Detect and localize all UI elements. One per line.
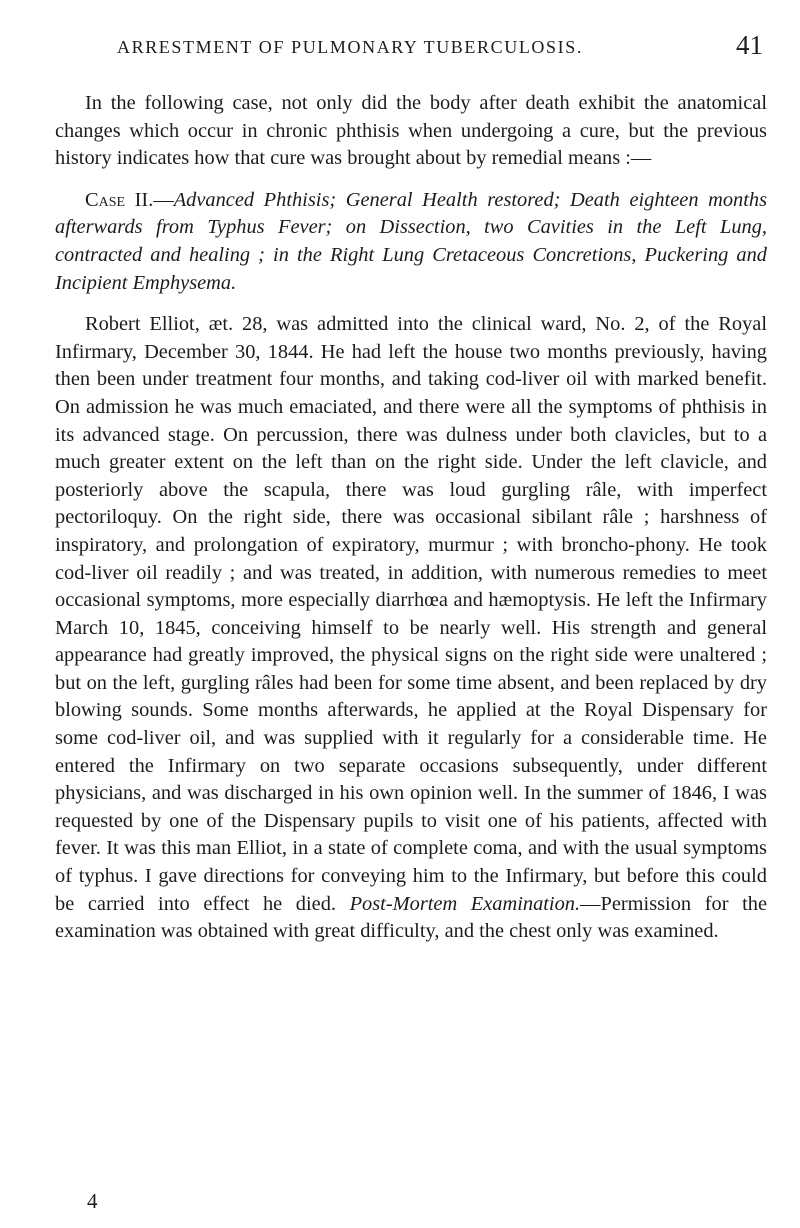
intro-paragraph bbox=[55, 90, 767, 173]
body-text bbox=[55, 90, 767, 946]
post-mortem-text: Permission for the examination was obtained with great difficulty, and the chest only was examined. bbox=[55, 892, 767, 943]
case-narrative bbox=[55, 311, 767, 946]
post-mortem-dash: — bbox=[580, 892, 601, 915]
running-head bbox=[55, 30, 767, 64]
running-title: ARRESTMENT OF PULMONARY TUBERCULOSIS. bbox=[117, 37, 583, 57]
case-label: Case II. bbox=[85, 188, 154, 211]
narrative-text: Robert Elliot, æt. 28, was admitted into the clinical ward, No. 2, of the Royal Infirmary, December 30, 1844. He had left the house two months previously, having then been under treatment four months, and taking cod-liver oil with marked benefit. On admission he was much emaciated, and there were all the symptoms of phthisis in its advanced stage. On percussion, there was dulness under both clavicles, but to a much greater extent on the left than on the right side. Under the left clavicle, and posteriorly above the scapula, there was loud gurgling râle, with imperfect pectoriloquy. On the right side, there was occasional sibilant râle ; harshness of inspiratory, and prolongation of expiratory, murmur ; with broncho-phony. He took cod-liver oil readily ; and was treated, in addition, with numerous remedies to meet occasional symptoms, more especially diarrhœa and hæmoptysis. He left the Infirmary March 10, 1845, conceiving himself to be nearly well. His strength and general appearance had greatly improved, the physical signs on the right side were unaltered ; but on the left, gurgling râles had been for some time absent, and been replaced by dry blowing sounds. Some months afterwards, he applied at the Royal Dispensary for some cod-liver oil, and was supplied with it regularly for a considerable time. He entered the Infirmary on two separate occasions subsequently, under different physicians, and was discharged in his own opinion well. In the summer of 1846, I was requested by one of the Dispensary pupils to visit one of his patients, affected with fever. It was this man Elliot, in a state of complete coma, and with the usual symptoms of typhus. I gave directions for conveying him to the Infirmary, but before this could be carried into effect he died. bbox=[55, 313, 767, 915]
case-heading bbox=[55, 187, 767, 297]
post-mortem-label: Post-Mortem Examination. bbox=[349, 892, 581, 915]
page-number: 41 bbox=[736, 30, 763, 60]
book-page bbox=[55, 0, 767, 1228]
case-title: Advanced Phthisis; General Health restored; Death eighteen months afterwards from Typhus Fever; on Dissection, two Cavities in the Left Lung, contracted and healing ; in the Right Lung Cretaceous Concretions, Puckering and Incipient Emphysema. bbox=[55, 188, 768, 294]
case-dash: — bbox=[153, 188, 174, 211]
signature-mark: 4 bbox=[87, 1189, 98, 1213]
intro-text: In the following case, not only did the body after death exhibit the anatomical changes which occur in chronic phthisis when undergoing a cure, but the previous history indicates how that cure was brought about by remedial means :— bbox=[55, 92, 767, 170]
